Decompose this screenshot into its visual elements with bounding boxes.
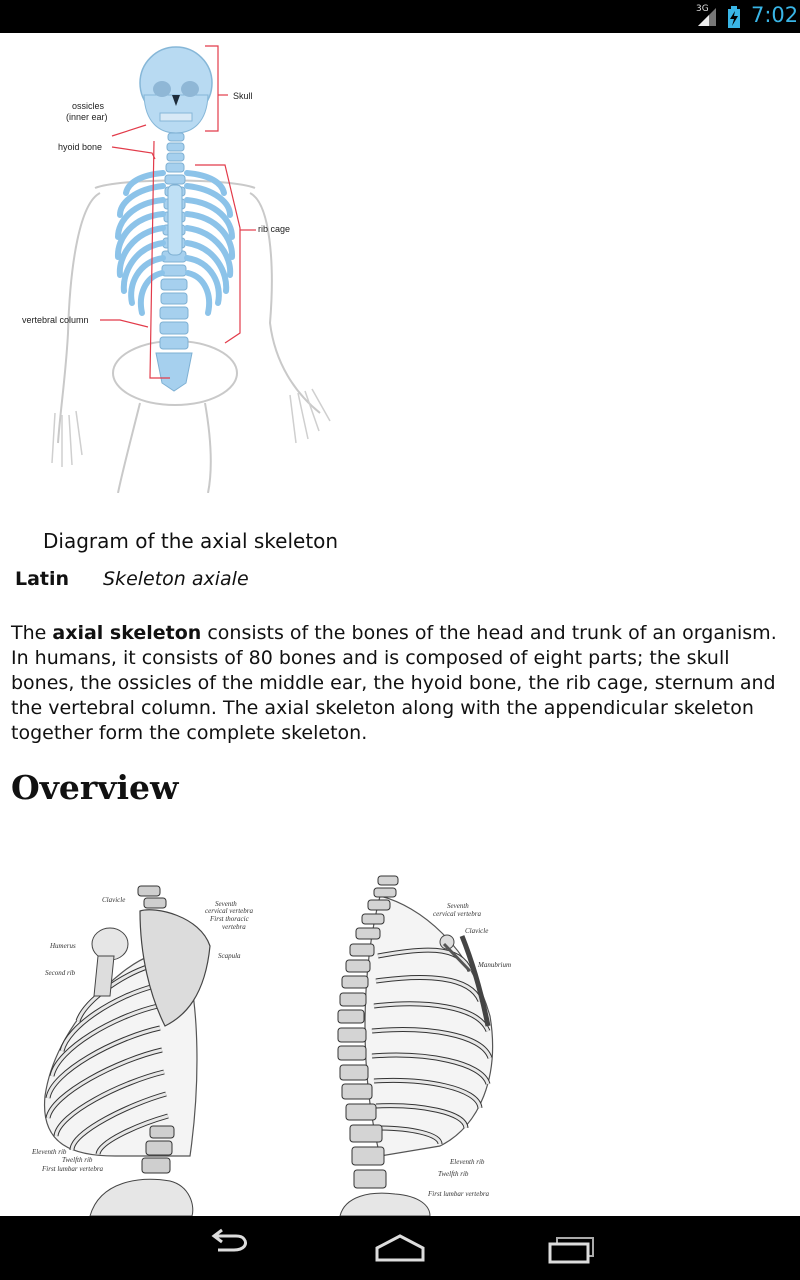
clock: 7:02 [751, 3, 799, 27]
left-label-first-lumbar: First lumbar vertebra [42, 1165, 104, 1173]
intro-prefix: The [11, 622, 53, 644]
figure-caption: Diagram of the axial skeleton [43, 529, 339, 553]
intro-bold-term: axial skeleton [52, 622, 202, 644]
battery-charging-icon [727, 6, 741, 28]
right-label-twelfth-rib: Twelfth rib [438, 1170, 469, 1178]
home-icon[interactable] [370, 1228, 430, 1268]
network-type: 3G [696, 4, 709, 14]
label-ossicles: ossicles [72, 101, 105, 111]
signal-icon [696, 5, 718, 27]
right-label-clavicle: Clavicle [465, 927, 489, 935]
thorax-lateral-view [338, 876, 511, 1216]
thorax-posterior-view [31, 886, 254, 1216]
label-skull: Skull [233, 91, 253, 101]
axial-skeleton-diagram[interactable] [0, 33, 360, 493]
label-vertebral-column: vertebral column [22, 315, 89, 325]
thorax-illustration[interactable] [0, 836, 540, 1216]
left-label-first-thoracic: First thoracic [210, 915, 249, 923]
label-hyoid-bone: hyoid bone [58, 142, 103, 152]
right-label-eleventh-rib: Eleventh rib [450, 1158, 485, 1166]
status-bar [0, 0, 800, 33]
label-rib-cage: rib cage [258, 224, 291, 234]
navigation-bar [0, 1216, 800, 1280]
article-content[interactable] [0, 33, 800, 1216]
left-label-eleventh-rib: Eleventh rib [32, 1148, 67, 1156]
section-heading-overview: Overview [11, 768, 179, 807]
left-label-second-rib: Second rib [45, 969, 76, 977]
right-label-cervical: cervical vertebra [433, 910, 482, 918]
infobox-latin-key: Latin [15, 568, 70, 590]
left-label-seventh: Seventh [215, 900, 237, 908]
intro-paragraph [11, 621, 791, 746]
intro-text: consists of the bones of the head and trunk of an organism. In humans, it consists of 80 bones and is composed of eight parts; the skull bones, the ossicles of the middle ear, the hyoid bone, the rib cage, sternum and the vertebral column. The axial skeleton along with the appendicular skeleton together form the complete skeleton. [11, 622, 777, 744]
label-inner-ear: (inner ear) [66, 112, 108, 122]
recents-icon[interactable] [541, 1228, 601, 1268]
right-label-manubrium: Manubrium [478, 961, 512, 969]
left-label-scapula: Scapula [218, 952, 241, 960]
infobox-latin-value: Skeleton axiale [103, 568, 249, 590]
left-label-cervical: cervical vertebra [205, 907, 254, 915]
right-label-seventh: Seventh [447, 902, 469, 910]
back-icon[interactable] [200, 1228, 260, 1268]
right-label-first-lumbar: First lumbar vertebra [428, 1190, 490, 1198]
left-label-vertebra: vertebra [222, 923, 246, 931]
left-label-humerus: Humerus [50, 942, 76, 950]
left-label-clavicle: Clavicle [102, 896, 126, 904]
left-label-twelfth-rib: Twelfth rib [62, 1156, 93, 1164]
